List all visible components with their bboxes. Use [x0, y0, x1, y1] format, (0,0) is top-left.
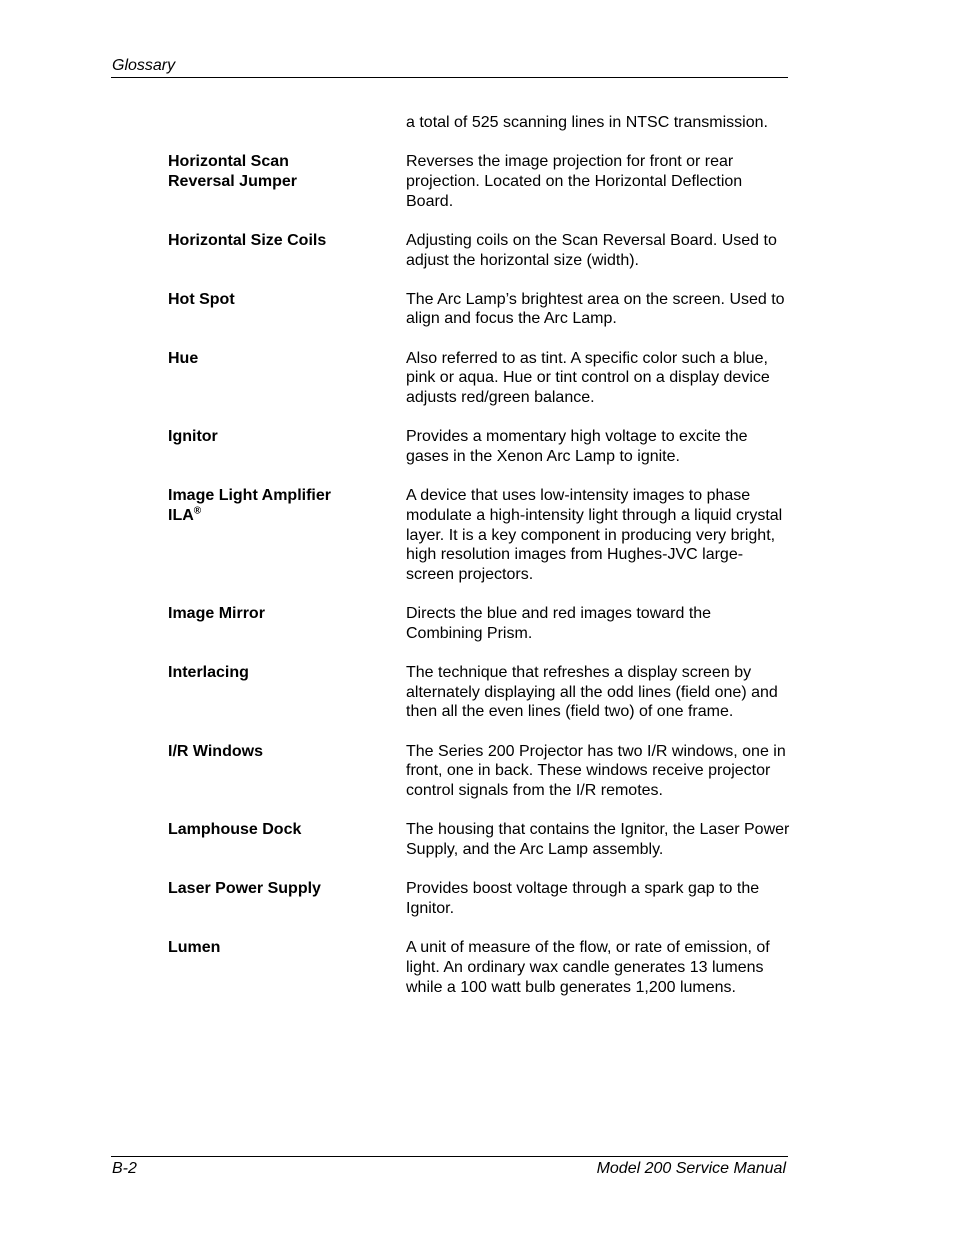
glossary-definition: A device that uses low-intensity images to phase modulate a high-intensity light through a liquid crystal layer. It is a key component in producing very bright, high resolution images from Hughes-JVC large-screen projectors. — [406, 487, 783, 583]
glossary-entry — [168, 742, 790, 801]
glossary-definition: The housing that contains the Ignitor, the Laser Power Supply, and the Arc Lamp assembly. — [406, 821, 790, 858]
glossary-definition: The Series 200 Projector has two I/R windows, one in front, one in back. These windows receive projector control signals from the I/R remotes. — [406, 742, 786, 800]
term-line: Lumen — [168, 939, 221, 957]
glossary-entry — [168, 290, 790, 329]
glossary-term — [168, 879, 406, 918]
glossary-entry — [168, 938, 790, 997]
glossary-term — [168, 742, 406, 801]
term-line: Horizontal Size Coils — [168, 231, 327, 249]
glossary-term — [168, 604, 406, 643]
term-line: Interlacing — [168, 664, 249, 682]
glossary-definition: The technique that refreshes a display screen by alternately displaying all the odd lines (field one) and then all the even lines (field two) of one frame. — [406, 664, 778, 721]
glossary-term — [168, 820, 406, 859]
page-number: B-2 — [112, 1160, 137, 1177]
term-line: Ignitor — [168, 428, 218, 446]
glossary-definition: Provides boost voltage through a spark gap to the Ignitor. — [406, 880, 760, 917]
glossary-term — [168, 231, 406, 270]
glossary-content — [168, 113, 790, 1017]
term-text: ILA — [168, 506, 194, 524]
term-line: Laser Power Supply — [168, 880, 321, 898]
term-line: Lamphouse Dock — [168, 821, 302, 839]
glossary-definition: The Arc Lamp’s brightest area on the screen. Used to align and focus the Arc Lamp. — [406, 290, 785, 328]
glossary-definition: Provides a momentary high voltage to excite the gases in the Xenon Arc Lamp to ignite. — [406, 428, 748, 465]
registered-mark: ® — [193, 505, 202, 517]
glossary-entry — [168, 820, 790, 859]
glossary-term — [168, 938, 406, 997]
glossary-term — [168, 152, 406, 211]
glossary-entry — [168, 604, 790, 643]
glossary-term — [168, 427, 406, 466]
page-footer — [111, 1156, 788, 1183]
glossary-term — [168, 290, 406, 329]
glossary-entry — [168, 231, 790, 270]
term-line: Image Mirror — [168, 605, 265, 623]
section-title: Glossary — [112, 57, 176, 74]
continued-definition: a total of 525 scanning lines in NTSC transmission. — [406, 114, 768, 131]
glossary-entry — [168, 486, 790, 585]
glossary-definition: Adjusting coils on the Scan Reversal Board. Used to adjust the horizontal size (width). — [406, 231, 777, 269]
manual-title: Model 200 Service Manual — [596, 1160, 786, 1177]
glossary-definition: Directs the blue and red images toward the Combining Prism. — [406, 605, 712, 642]
glossary-entry — [168, 349, 790, 408]
glossary-list — [168, 152, 790, 997]
glossary-term — [168, 486, 406, 585]
term-line: Hot Spot — [168, 290, 235, 308]
glossary-definition: A unit of measure of the flow, or rate of emission, of light. An ordinary wax candle generates 13 lumens while a 100 watt bulb generates 1,200 lumens. — [406, 939, 770, 996]
glossary-definition: Reverses the image projection for front or rear projection. Located on the Horizontal Deflection Board. — [406, 153, 743, 210]
term-line — [168, 506, 406, 526]
term-line: Image Light Amplifier — [168, 487, 331, 505]
glossary-entry — [168, 152, 790, 211]
glossary-definition: Also referred to as tint. A specific color such a blue, pink or aqua. Hue or tint control on a display device adjusts red/green balance. — [406, 349, 770, 407]
glossary-entry — [168, 427, 790, 466]
term-line: I/R Windows — [168, 742, 263, 760]
page-header — [111, 56, 788, 78]
term-line: Reversal Jumper — [168, 172, 297, 190]
glossary-term — [168, 349, 406, 408]
term-line: Hue — [168, 349, 199, 367]
glossary-term — [168, 663, 406, 722]
glossary-entry — [168, 879, 790, 918]
term-line: Horizontal Scan — [168, 153, 289, 171]
glossary-entry — [168, 663, 790, 722]
